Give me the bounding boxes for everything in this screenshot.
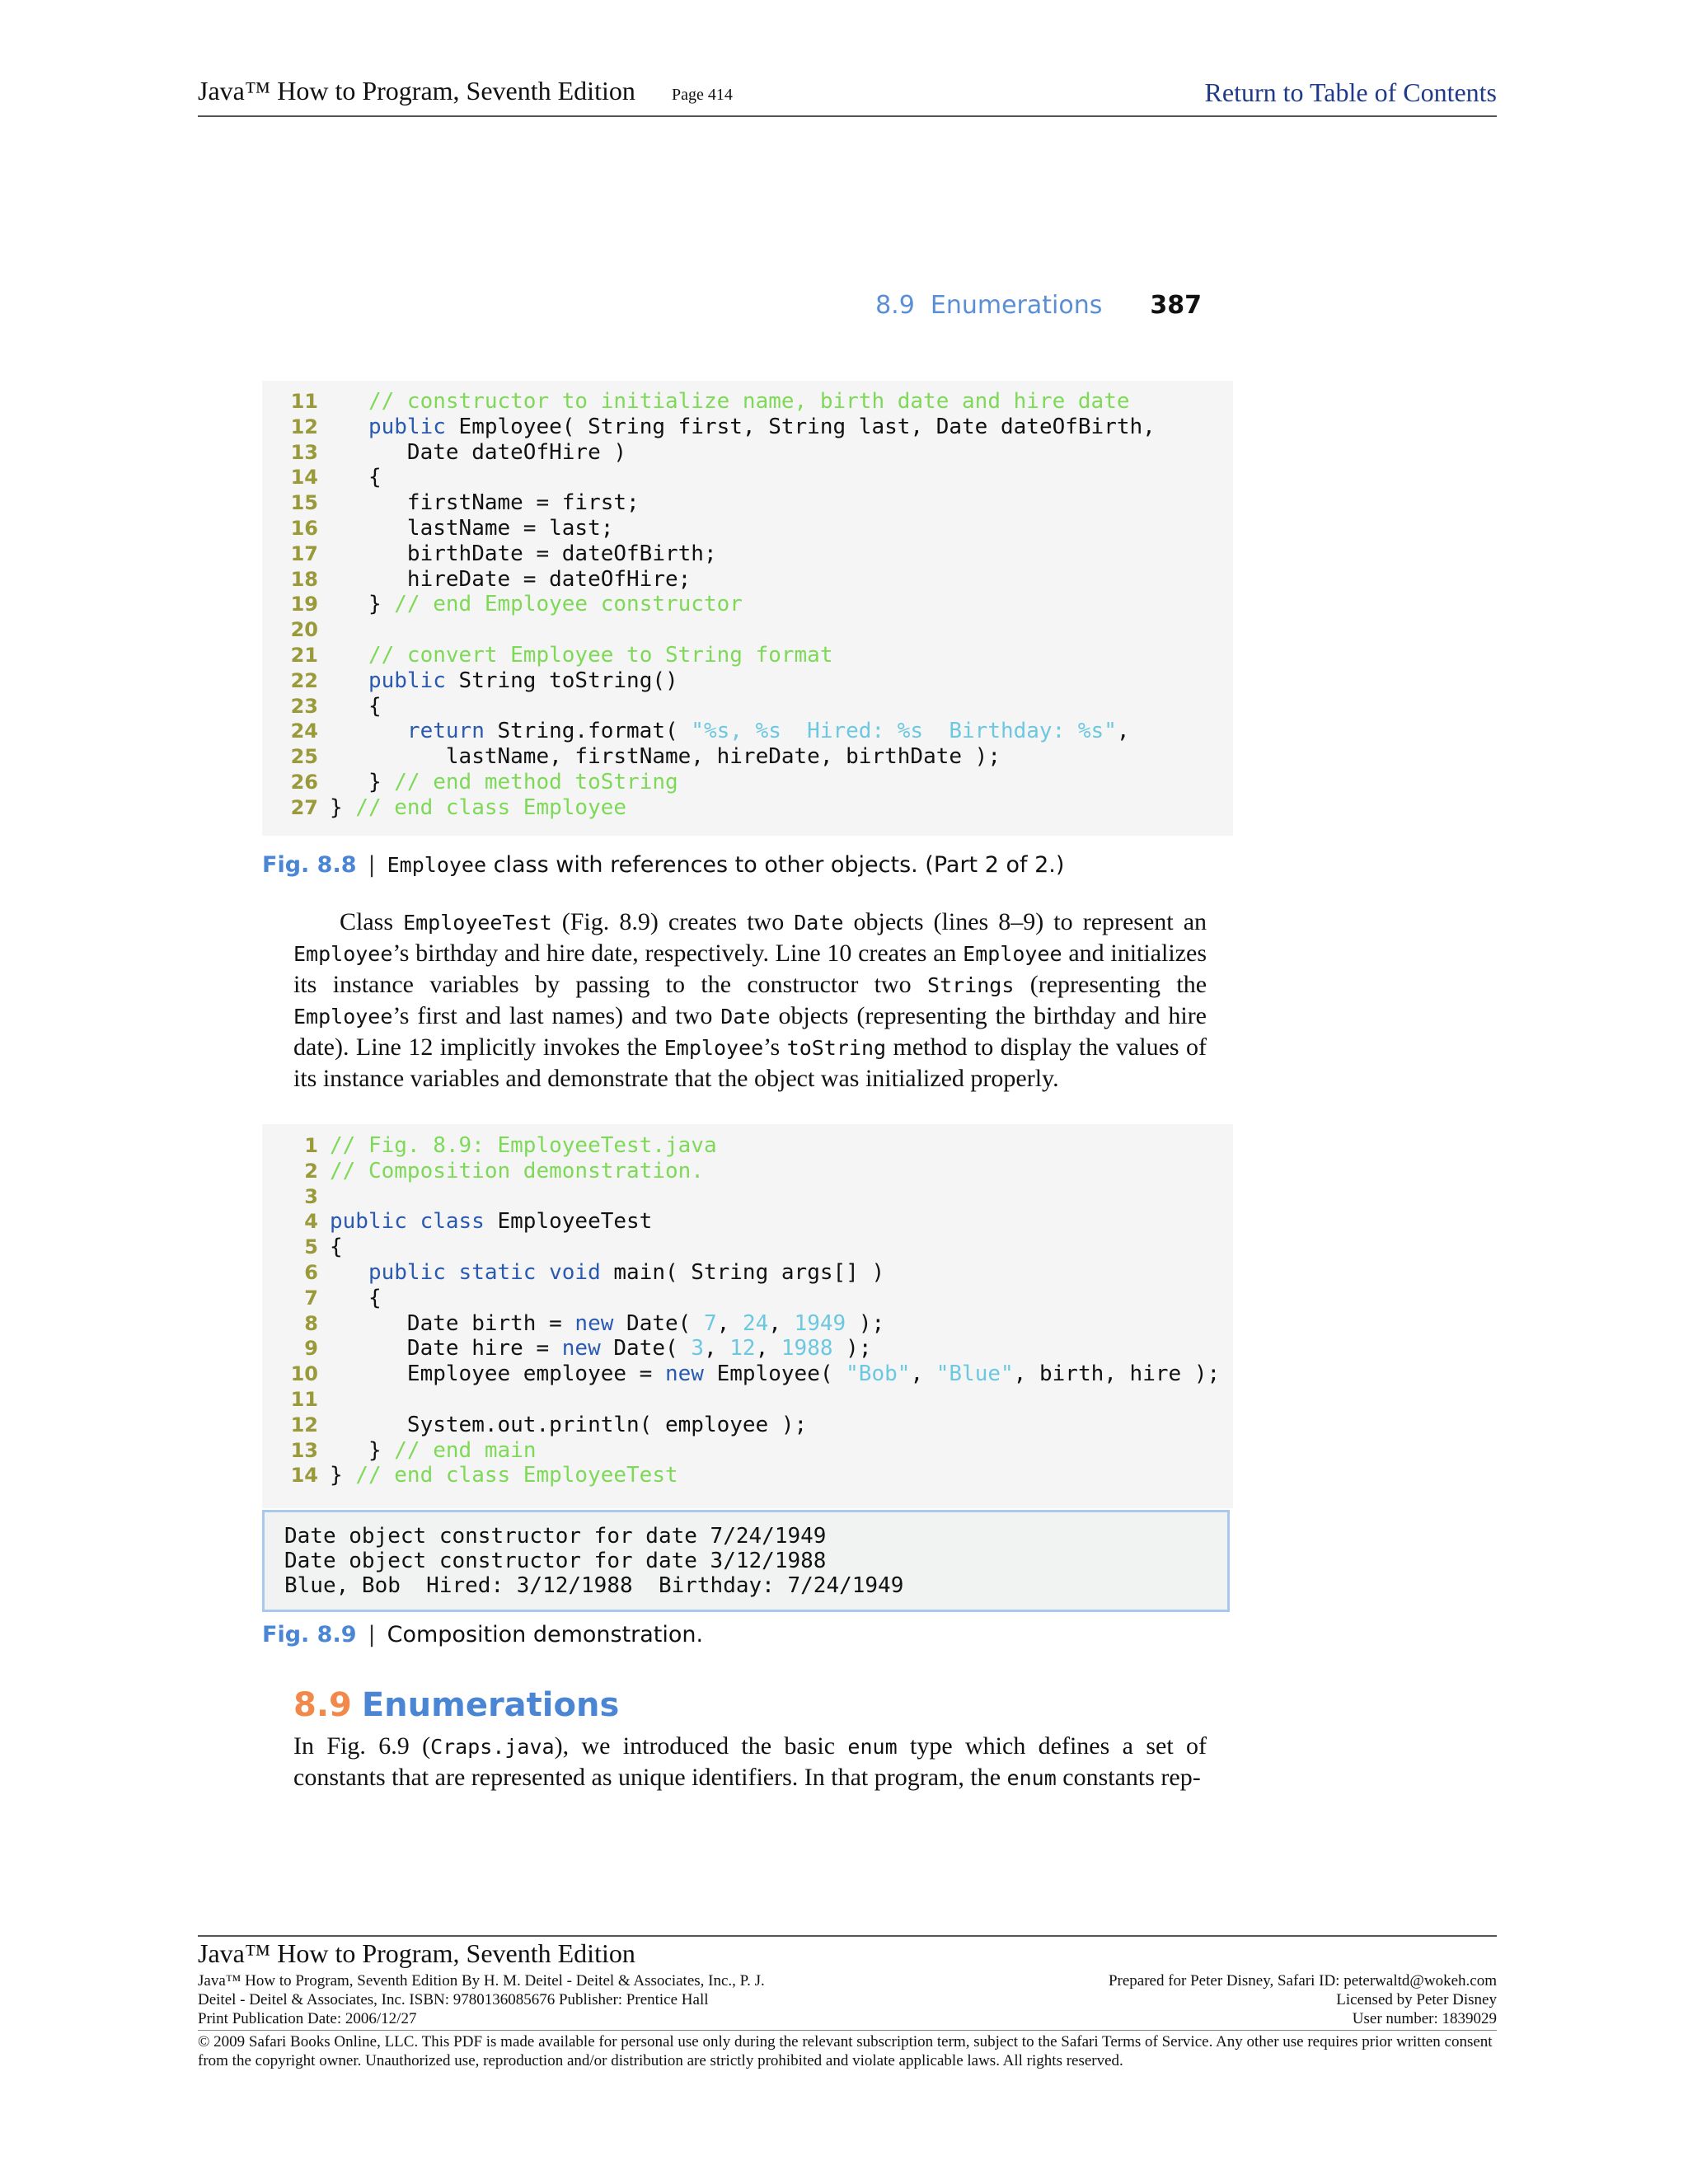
- code-line: [262, 744, 1233, 770]
- line-number: 22: [290, 668, 318, 692]
- code-line: [262, 490, 1233, 516]
- code-line: [262, 1438, 1233, 1464]
- footer-line: Prepared for Peter Disney, Safari ID: peterwaltd@wokeh.com: [1108, 1972, 1497, 1990]
- code-text: return String.format( "%s, %s Hired: %s Birthday: %s",: [406, 719, 1130, 744]
- footer-line: Print Publication Date: 2006/12/27: [198, 2010, 417, 2027]
- code-listing-employeetest: [262, 1124, 1233, 1508]
- code-text: } // end main: [368, 1437, 537, 1463]
- code-text: // Composition demonstration.: [330, 1158, 704, 1183]
- code-line: [262, 770, 1233, 795]
- line-number: 3: [304, 1184, 318, 1208]
- code-line: [262, 415, 1233, 440]
- line-number: 11: [290, 1387, 318, 1411]
- code-line: [262, 1361, 1233, 1387]
- code-line: [262, 617, 1233, 643]
- code-text: public String toString(): [368, 668, 678, 693]
- caption-text: class with references to other objects. (Part 2 of 2.): [486, 852, 1065, 878]
- code-listing-employee: [262, 381, 1233, 836]
- code-text: Date birth = new Date( 7, 24, 1949 );: [406, 1310, 885, 1336]
- code-line: [262, 541, 1233, 567]
- code-line: [262, 516, 1233, 541]
- code-line: [262, 694, 1233, 719]
- line-number: 8: [304, 1311, 318, 1335]
- code-text: hireDate = dateOfHire;: [406, 566, 692, 592]
- code-text: birthDate = dateOfBirth;: [406, 541, 717, 566]
- code-line: [262, 1235, 1233, 1260]
- footer-line: User number: 1839029: [1352, 2010, 1497, 2027]
- code-line: [262, 592, 1233, 617]
- line-number: 12: [290, 1413, 318, 1436]
- page-label: Page 414: [672, 86, 733, 104]
- code-text: firstName = first;: [406, 490, 640, 516]
- section-heading: [293, 1686, 619, 1724]
- code-line: [262, 465, 1233, 490]
- line-number: 18: [290, 567, 318, 591]
- caption-text: Composition demonstration.: [387, 1622, 704, 1647]
- footer-line: Licensed by Peter Disney: [1336, 1991, 1497, 2008]
- line-number: 15: [290, 491, 318, 515]
- code-text: public static void main( String args[] ): [368, 1259, 885, 1285]
- header-rule: [198, 115, 1497, 117]
- code-text: Date hire = new Date( 3, 12, 1988 );: [406, 1336, 872, 1361]
- book-title: Java™ How to Program, Seventh Edition: [198, 76, 635, 105]
- caption-code-term: Employee: [387, 853, 487, 877]
- caption-separator: |: [368, 852, 376, 878]
- code-text: } // end class EmployeeTest: [330, 1463, 678, 1488]
- line-number: 24: [290, 719, 318, 743]
- code-line: [262, 1184, 1233, 1210]
- code-text: {: [330, 1235, 343, 1260]
- output-line: Date object constructor for date 7/24/1949: [284, 1524, 827, 1549]
- line-number: 20: [290, 618, 318, 642]
- code-text: } // end method toString: [368, 769, 678, 794]
- line-number: 17: [290, 541, 318, 565]
- footer-license-info: [837, 1971, 1497, 2028]
- line-number: 5: [304, 1235, 318, 1259]
- line-number: 14: [290, 1464, 318, 1488]
- footer-line: Deitel - Deitel & Associates, Inc. ISBN: 9780136085676 Publisher: Prentice Hall: [198, 1991, 709, 2008]
- line-number: 13: [290, 440, 318, 464]
- line-number: 2: [304, 1159, 318, 1183]
- code-line: [262, 1133, 1233, 1159]
- body-paragraph: Class EmployeeTest (Fig. 8.9) creates two Date objects (lines 8–9) to represent an Employee’s birthday and hire date, respectively. Line 10 creates an Employee and initializes its instance variables by passing to the constructor two Strings (representing the Employee’s first and last names) and two Date objects (representing the birthday and hire date). Line 12 implicitly invokes the Employee’s toString method to display the values of its instance variables and demonstrate that the object was initialized properly.: [293, 908, 1207, 1092]
- program-output: [262, 1510, 1230, 1612]
- line-number: 21: [290, 643, 318, 667]
- code-text: Employee employee = new Employee( "Bob", "Blue", birth, hire );: [406, 1361, 1221, 1387]
- output-line: Blue, Bob Hired: 3/12/1988 Birthday: 7/24/1949: [284, 1573, 904, 1598]
- code-text: {: [368, 1285, 382, 1310]
- footer-publication-info: [198, 1971, 940, 2028]
- code-text: public Employee( String first, String last, Date dateOfBirth,: [368, 414, 1156, 439]
- code-line: [262, 567, 1233, 593]
- code-line: [262, 643, 1233, 668]
- figure-caption-8-9: [262, 1622, 703, 1647]
- figure-number: Fig. 8.9: [262, 1622, 357, 1647]
- line-number: 9: [304, 1337, 318, 1361]
- code-text: lastName, firstName, hireDate, birthDate );: [445, 744, 1001, 770]
- footer-rule-top: [198, 1935, 1497, 1937]
- line-number: 26: [290, 770, 318, 794]
- line-number: 7: [304, 1286, 318, 1310]
- line-number: 23: [290, 694, 318, 718]
- line-number: 1: [304, 1134, 318, 1157]
- code-text: } // end Employee constructor: [368, 592, 743, 617]
- line-number: 6: [304, 1260, 318, 1284]
- footer-book-title: Java™ How to Program, Seventh Edition: [198, 1938, 635, 1968]
- code-text: {: [368, 465, 382, 490]
- code-text: Date dateOfHire ): [406, 439, 627, 465]
- code-line: [262, 1159, 1233, 1184]
- code-line: [262, 1387, 1233, 1413]
- code-text: public class EmployeeTest: [330, 1209, 653, 1235]
- code-line: [262, 668, 1233, 694]
- caption-separator: |: [368, 1622, 376, 1647]
- section-heading-number: 8.9: [293, 1686, 352, 1724]
- code-line: [262, 1413, 1233, 1438]
- line-number: 4: [304, 1210, 318, 1234]
- code-text: // constructor to initialize name, birth date and hire date: [368, 389, 1130, 414]
- code-line: [262, 1209, 1233, 1235]
- line-number: 12: [290, 415, 318, 438]
- code-line: [262, 389, 1233, 415]
- line-number: 16: [290, 516, 318, 540]
- body-paragraph-enumerations: In Fig. 6.9 (Craps.java), we introduced the basic enum type which defines a set of constants that are represented as unique identifiers. In that program, the enum constants rep-: [293, 1732, 1207, 1791]
- running-head-section: 8.9 Enumerations: [875, 291, 1103, 320]
- code-text: lastName = last;: [406, 515, 614, 541]
- code-text: // convert Employee to String format: [368, 642, 833, 668]
- book-page-number: 387: [1150, 291, 1202, 320]
- line-number: 10: [290, 1362, 318, 1386]
- code-text: System.out.println( employee );: [406, 1412, 808, 1437]
- code-line: [262, 1286, 1233, 1311]
- code-line: [262, 719, 1233, 744]
- line-number: 14: [290, 466, 318, 490]
- code-line: [262, 440, 1233, 466]
- line-number: 13: [290, 1438, 318, 1462]
- code-text: // Fig. 8.9: EmployeeTest.java: [330, 1133, 717, 1158]
- code-line: [262, 795, 1233, 821]
- code-line: [262, 1463, 1233, 1488]
- running-head: [875, 291, 1202, 320]
- code-line: [262, 1336, 1233, 1361]
- code-line: [262, 1311, 1233, 1337]
- footer-copyright: © 2009 Safari Books Online, LLC. This PDF is made available for personal use only during the relevant subscription term, subject to the Safari Terms of Service. Any other use requires prior written consent from the copyright owner. Unauthorized use, reproduction and/or distribution are strictly prohibited and violate applicable laws. All rights reserved.: [198, 2033, 1493, 2069]
- footer-line: Java™ How to Program, Seventh Edition By H. M. Deitel - Deitel & Associates, Inc., P. J.: [198, 1972, 765, 1990]
- section-heading-title: Enumerations: [361, 1686, 620, 1724]
- code-line: [262, 1260, 1233, 1286]
- footer-rule-bottom: [198, 2030, 1497, 2031]
- line-number: 11: [290, 390, 318, 413]
- figure-caption-8-8: [262, 852, 1064, 878]
- line-number: 25: [290, 745, 318, 769]
- code-text: } // end class Employee: [330, 794, 627, 820]
- figure-number: Fig. 8.8: [262, 852, 357, 878]
- line-number: 19: [290, 593, 318, 616]
- line-number: 27: [290, 795, 318, 819]
- code-text: {: [368, 693, 382, 719]
- toc-link[interactable]: Return to Table of Contents: [1204, 77, 1497, 107]
- output-line: Date object constructor for date 3/12/1988: [284, 1549, 827, 1573]
